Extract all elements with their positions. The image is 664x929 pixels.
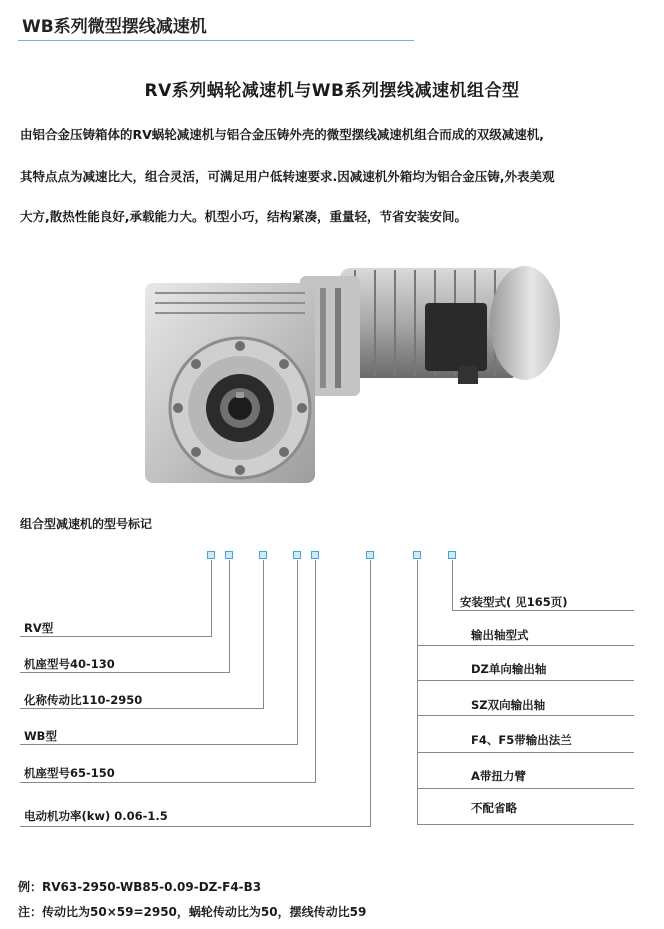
label-omit: 不配省略 [471, 801, 517, 815]
leader-v-rv-frame [229, 560, 230, 672]
leader-h-wb-frame [20, 782, 316, 783]
label-wb-type: WB型 [24, 729, 57, 743]
leader-v-rv-type [211, 560, 212, 636]
example-text: 例：RV63-2950-WB85-0.09-DZ-F4-B3 [18, 880, 262, 894]
divider-torque-arm [417, 788, 634, 789]
label-motor-power: 电动机功率(kw) 0.06-1.5 [24, 809, 168, 823]
code-box-rv-frame [225, 551, 233, 559]
leader-v-ratio [263, 560, 264, 708]
divider-sz [417, 715, 634, 716]
code-box-mounting [448, 551, 456, 559]
leader-h-output [417, 645, 634, 646]
label-torque-arm: A带扭力臂 [471, 769, 526, 783]
label-dz: DZ单向输出轴 [471, 662, 547, 676]
leader-v-wb-type [297, 560, 298, 744]
header-divider [18, 40, 414, 41]
leader-h-mounting [452, 610, 634, 611]
divider-omit [417, 824, 634, 825]
note-text: 注：传动比为50×59=2950，蜗轮传动比为50，摆线传动比59 [18, 905, 367, 919]
main-title: RV系列蜗轮减速机与WB系列摆线减速机组合型 [144, 81, 520, 101]
label-flange: F4、F5带输出法兰 [471, 733, 572, 747]
label-wb-frame: 机座型号65-150 [24, 766, 115, 780]
label-output-shaft: 输出轴型式 [471, 628, 529, 642]
divider-dz [417, 680, 634, 681]
page-header-title: WB系列微型摆线减速机 [22, 17, 207, 37]
code-box-ratio [259, 551, 267, 559]
code-box-wb-type [293, 551, 301, 559]
leader-v-wb-frame [315, 560, 316, 782]
label-rv-frame: 机座型号40-130 [24, 657, 115, 671]
leader-v-output [417, 560, 418, 824]
code-box-motor [366, 551, 374, 559]
leader-h-ratio [20, 708, 264, 709]
intro-line-3: 大方,散热性能良好,承载能力大。机型小巧，结构紧凑，重量轻，节省安装安间。 [20, 209, 467, 224]
code-box-output [413, 551, 421, 559]
code-box-rv-type [207, 551, 215, 559]
leader-h-rv-frame [20, 672, 230, 673]
leader-v-mounting [452, 560, 453, 610]
gear-reducer-photo [140, 248, 560, 513]
code-box-wb-frame [311, 551, 319, 559]
leader-h-wb-type [20, 744, 298, 745]
label-mounting: 安装型式( 见165页) [460, 595, 568, 609]
label-sz: SZ双向输出轴 [471, 698, 546, 712]
intro-line-1: 由铝合金压铸箱体的RV蜗轮减速机与铝合金压铸外壳的微型摆线减速机组合而成的双级减速机, [20, 127, 545, 142]
leader-v-motor [370, 560, 371, 826]
leader-h-rv-type [20, 636, 212, 637]
leader-h-motor [20, 826, 371, 827]
section-title: 组合型减速机的型号标记 [20, 517, 153, 531]
label-ratio: 化称传动比110-2950 [24, 693, 143, 707]
intro-line-2: 其特点点为减速比大，组合灵活，可满足用户低转速要求.因减速机外箱均为铝合金压铸,外表美观 [20, 169, 555, 184]
divider-flange [417, 752, 634, 753]
label-rv-type: RV型 [24, 621, 54, 635]
